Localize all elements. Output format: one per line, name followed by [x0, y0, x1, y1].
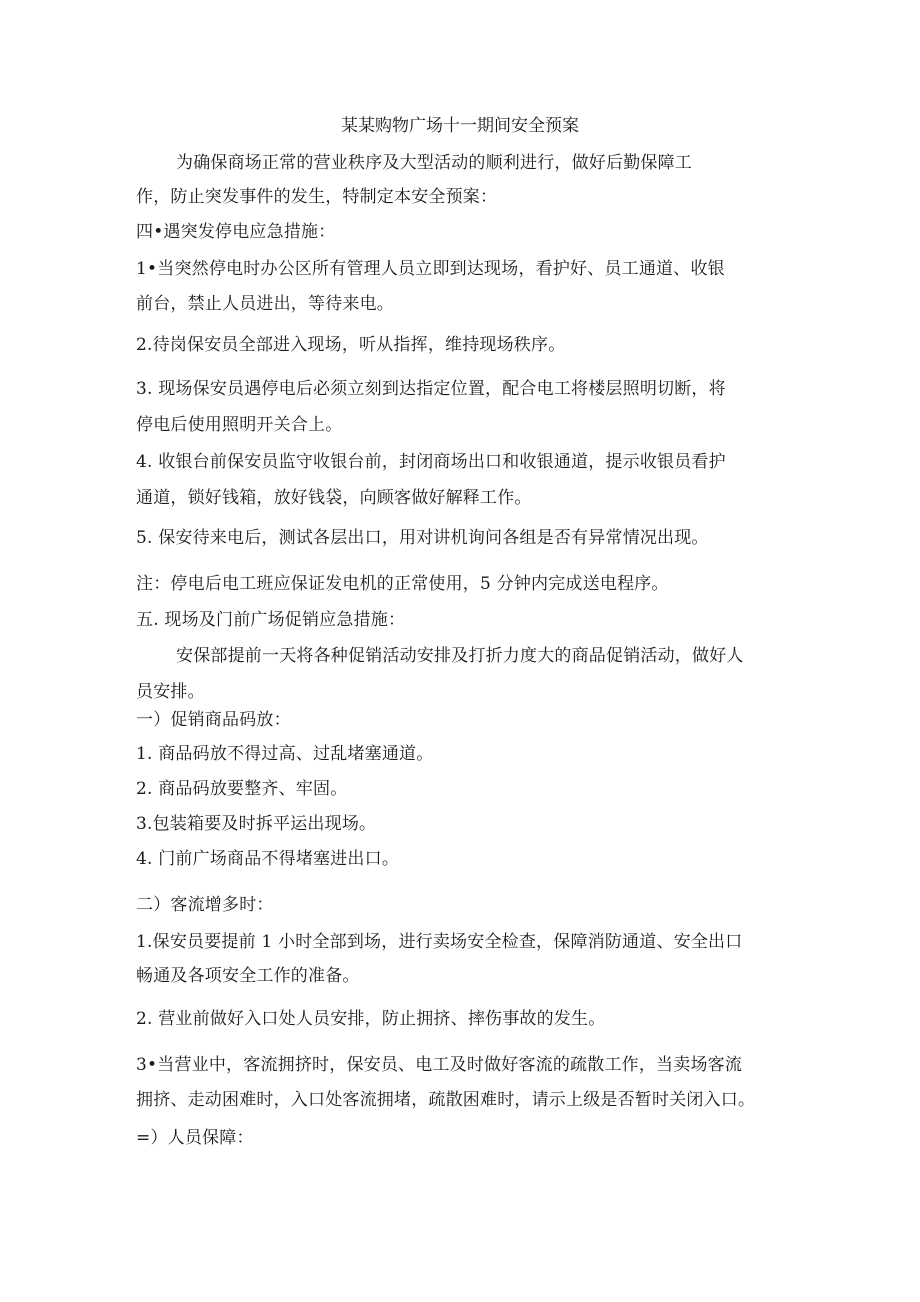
document-title: 某某购物广场十一期间安全预案 — [341, 116, 579, 136]
sub2-item-1-line-1: 1.保安员要提前 1 小时全部到场，进行卖场安全检查，保障消防通道、安全出口 — [136, 932, 743, 952]
section4-item-5: 5. 保安待来电后，测试各层出口，用对讲机询问各组是否有异常情况出现。 — [136, 528, 709, 548]
section4-note: 注：停电后电工班应保证发电机的正常使用，5 分钟内完成送电程序。 — [136, 574, 669, 594]
section4-item-3-line-1: 3. 现场保安员遇停电后必须立刻到达指定位置，配合电工将楼层照明切断，将 — [136, 379, 726, 399]
sub1-item-2: 2. 商品码放要整齐、牢固。 — [136, 779, 348, 799]
sub2-item-2: 2. 营业前做好入口处人员安排，防止拥挤、摔伤事故的发生。 — [136, 1009, 606, 1029]
section5-heading: 五. 现场及门前广场促销应急措施： — [136, 610, 406, 630]
sub3-heading: =）人员保障： — [136, 1128, 254, 1148]
sub1-heading: 一）促销商品码放： — [136, 710, 291, 730]
section4-item-4-line-2: 通道，锁好钱箱，放好钱袋，向顾客做好解释工作。 — [136, 488, 532, 508]
intro-line-1: 为确保商场正常的营业秩序及大型活动的顺利进行，做好后勤保障工 — [176, 153, 692, 173]
section4-item-1-line-2: 前台，禁止人员进出，等待来电。 — [136, 294, 394, 314]
section4-item-1-line-1: 1•当突然停电时办公区所有管理人员立即到达现场，看护好、员工通道、收银 — [136, 259, 725, 279]
sub2-heading: 二）客流增多时： — [136, 895, 274, 915]
sub1-item-3: 3.包装箱要及时拆平运出现场。 — [136, 814, 377, 834]
sub1-item-4: 4. 门前广场商品不得堵塞进出口。 — [136, 849, 400, 869]
section4-item-2: 2.待岗保安员全部进入现场，听从指挥，维持现场秩序。 — [136, 335, 566, 355]
section4-item-3-line-2: 停电后使用照明开关合上。 — [136, 415, 343, 435]
sub2-item-3-line-1: 3•当营业中，客流拥挤时，保安员、电工及时做好客流的疏散工作，当卖场客流 — [136, 1055, 743, 1075]
section4-heading: 四•遇突发停电应急措施： — [136, 222, 336, 242]
section5-intro-line-2: 员安排。 — [136, 682, 205, 702]
sub2-item-1-line-2: 畅通及各项安全工作的准备。 — [136, 966, 360, 986]
sub2-item-3-line-2: 拥挤、走动困难时，入口处客流拥堵，疏散困难时，请示上级是否暂时关闭入口。 — [136, 1090, 756, 1110]
section4-item-4-line-1: 4. 收银台前保安员监守收银台前，封闭商场出口和收银通道，提示收银员看护 — [136, 452, 726, 472]
intro-line-2: 作，防止突发事件的发生，特制定本安全预案： — [136, 187, 498, 207]
sub1-item-1: 1. 商品码放不得过高、过乱堵塞通道。 — [136, 744, 434, 764]
section5-intro-line-1: 安保部提前一天将各种促销活动安排及打折力度大的商品促销活动，做好人 — [176, 646, 744, 666]
